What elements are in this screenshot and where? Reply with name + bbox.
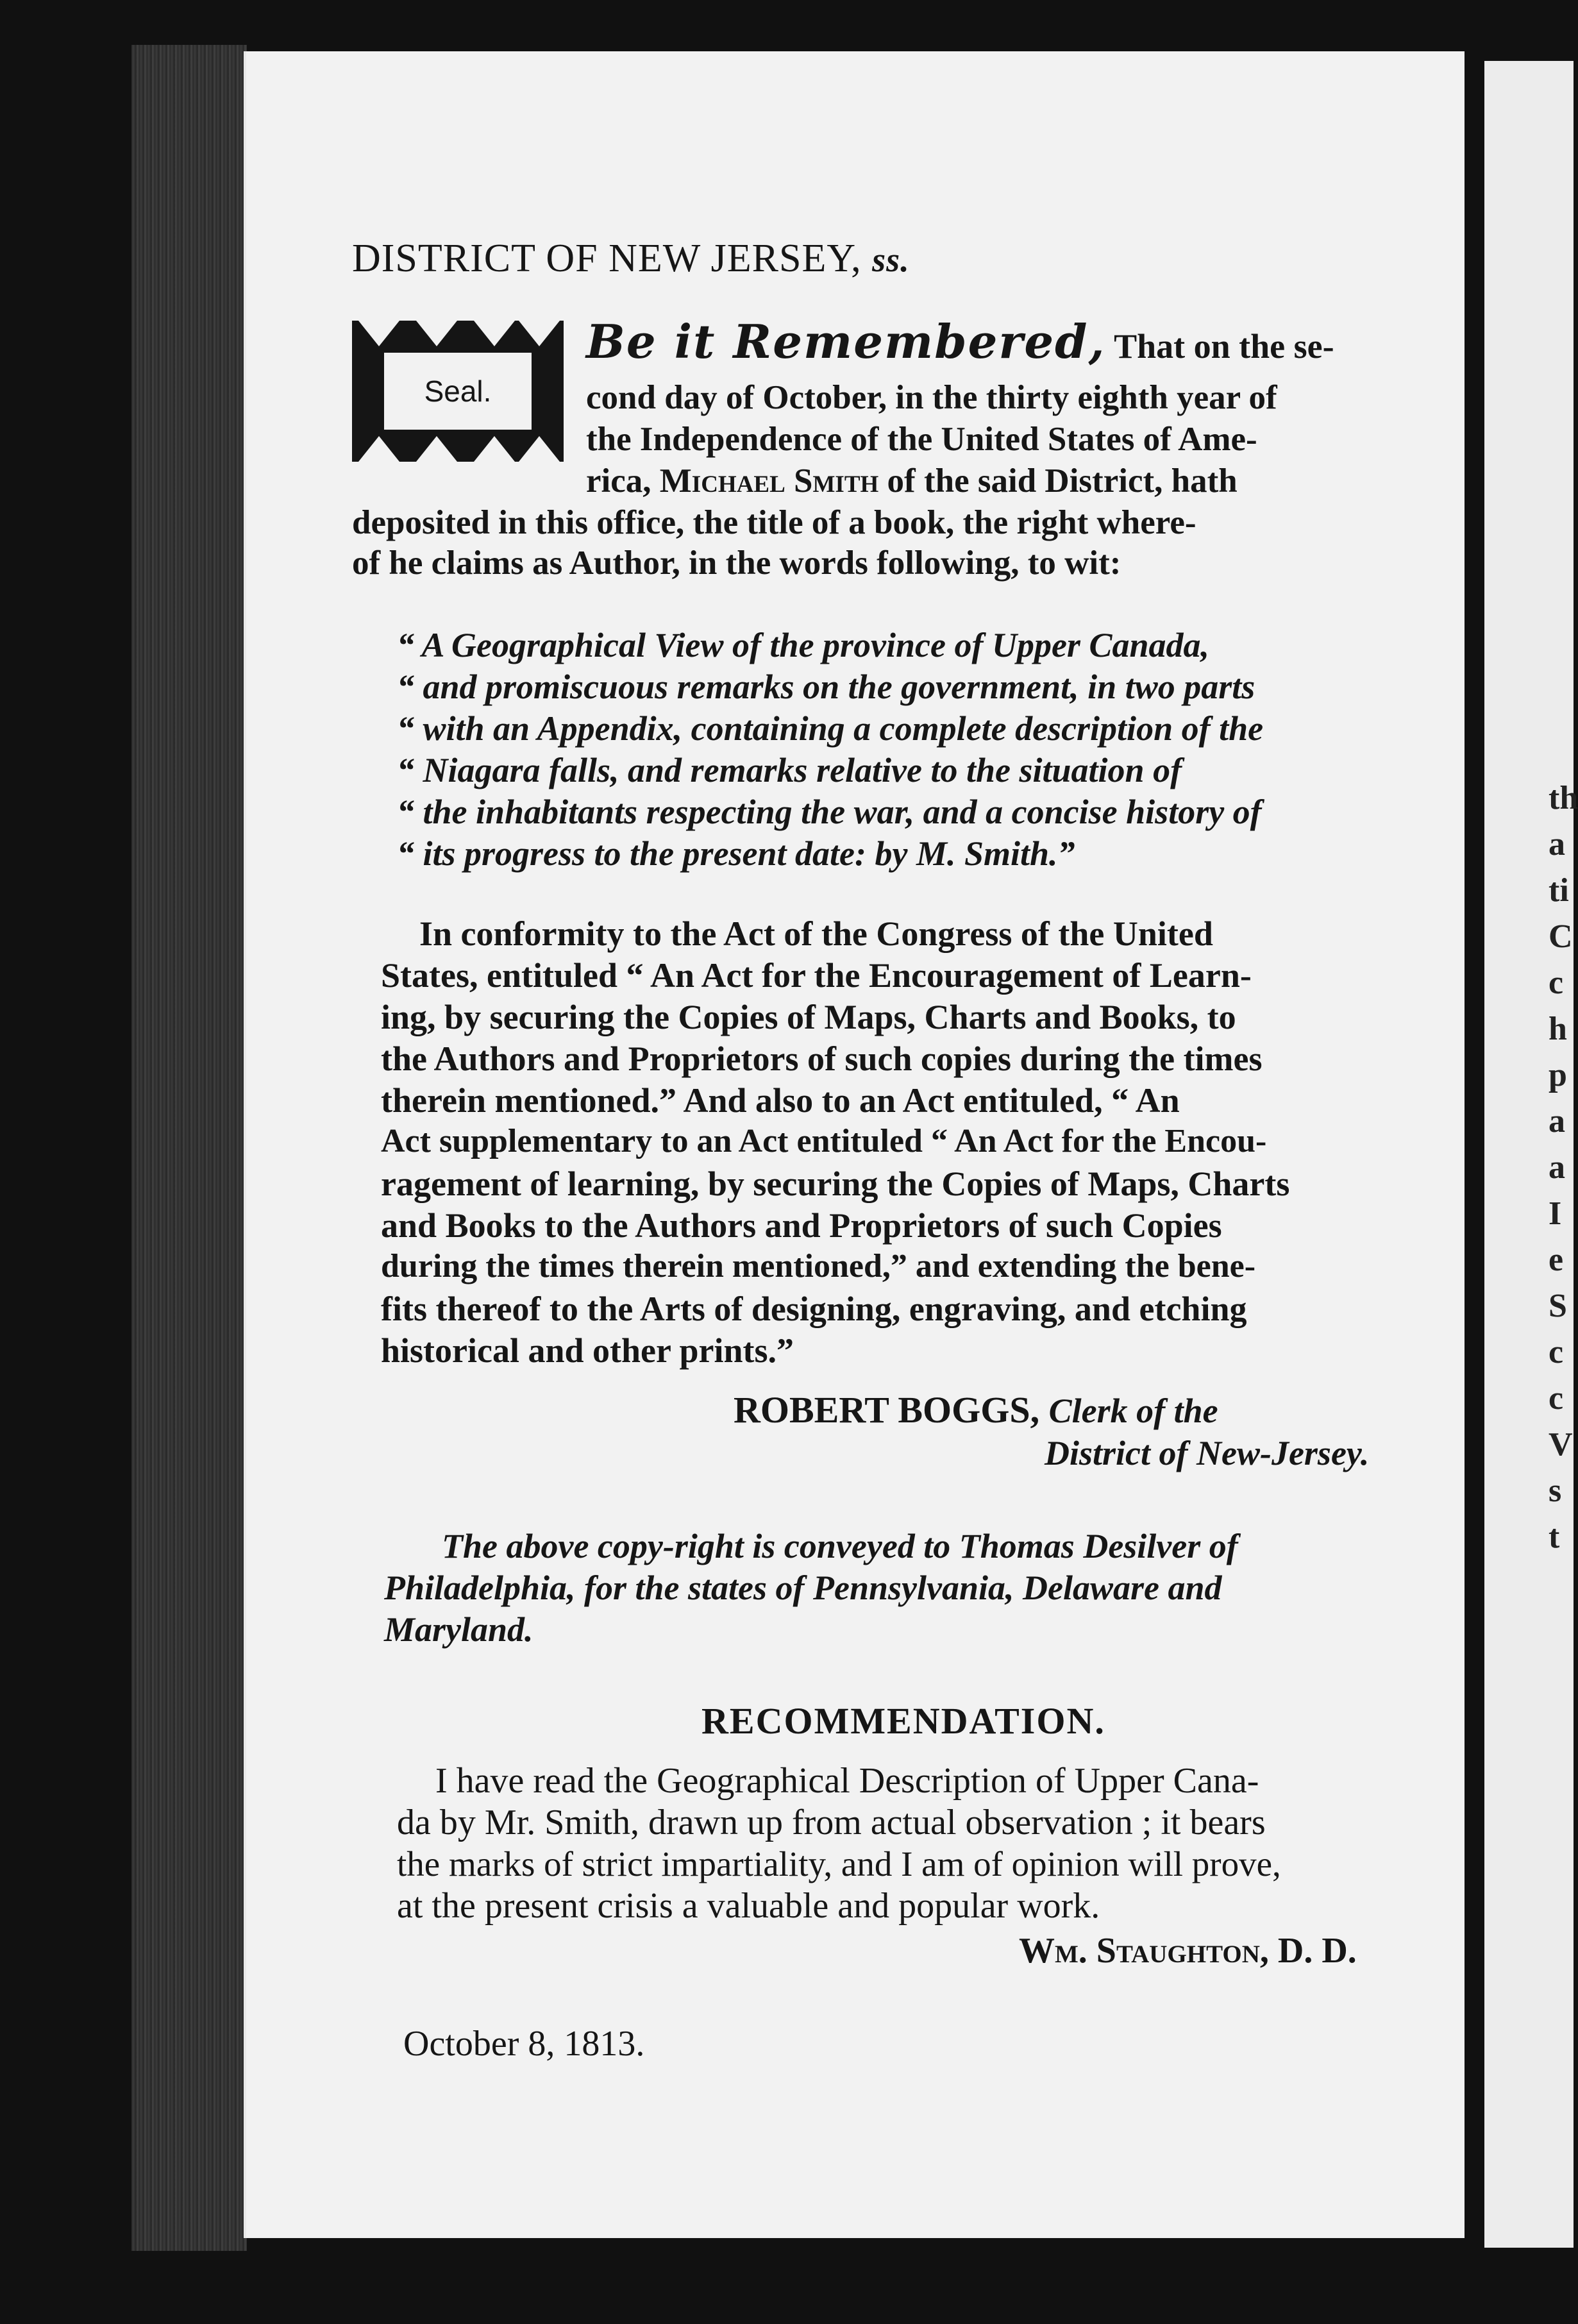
remembered-line-5: deposited in this office, the title of a book, the right where- — [352, 504, 1196, 541]
adjacent-page-fragment: c — [1549, 964, 1564, 1001]
adjacent-page-fragment: th — [1549, 780, 1578, 816]
remembered-line-2: cond day of October, in the thirty eighth year of — [586, 379, 1277, 416]
conformity-line-7: ragement of learning, by securing the Copies of Maps, Charts — [381, 1165, 1290, 1203]
recommendation-heading: RECOMMENDATION. — [701, 1700, 1105, 1742]
adjacent-page-fragment: p — [1549, 1057, 1567, 1093]
copyright-line-3: Maryland. — [384, 1610, 533, 1649]
remembered-line-3: the Independence of the United States of Ame- — [586, 421, 1257, 458]
adjacent-page-fragment: c — [1549, 1334, 1564, 1370]
copyright-line-1: The above copy-right is conveyed to Thomas Desilver of — [442, 1527, 1238, 1565]
author-name: Michael Smith — [659, 462, 879, 500]
quote-line-6: “ its progress to the present date: by M. Smith.” — [397, 834, 1075, 873]
conformity-line-5: therein mentioned.” And also to an Act entituled, “ An — [381, 1081, 1180, 1120]
conformity-line-2: States, entituled “ An Act for the Encouragement of Learn- — [381, 956, 1252, 995]
adjacent-page-fragment: I — [1549, 1195, 1562, 1232]
adjacent-page-fragment: V — [1549, 1426, 1573, 1463]
adjacent-page-fragment: a — [1549, 1149, 1565, 1186]
adjacent-page-fragment: a — [1549, 1103, 1565, 1140]
conformity-line-10: fits thereof to the Arts of designing, engraving, and etching — [381, 1290, 1247, 1328]
date-line: October 8, 1813. — [403, 2024, 645, 2064]
conformity-line-4: the Authors and Proprietors of such copies during the times — [381, 1040, 1263, 1078]
adjacent-page-fragment: C — [1549, 918, 1573, 955]
conformity-line-9: during the times therein mentioned,” and extending the bene- — [381, 1248, 1256, 1284]
recommendation-line-3: the marks of strict impartiality, and I am of opinion will prove, — [397, 1844, 1281, 1883]
conformity-line-1: In conformity to the Act of the Congress of the United — [419, 914, 1213, 953]
remembered-line-6: of he claims as Author, in the words following, to wit: — [352, 544, 1121, 582]
remembered-line-4a: rica, — [586, 462, 660, 500]
remembered-line-4b: of the said District, hath — [878, 462, 1238, 500]
clerk-title-1: Clerk of the — [1048, 1392, 1218, 1430]
adjacent-page-fragment: S — [1549, 1288, 1567, 1324]
book-page — [244, 51, 1465, 2238]
page-heading — [352, 236, 910, 282]
seal-label: Seal. — [384, 353, 532, 430]
remembered-line-4 — [586, 462, 1238, 500]
adjacent-page-fragment: h — [1549, 1011, 1567, 1047]
copyright-line-2: Philadelphia, for the states of Pennsylvania, Delaware and — [384, 1569, 1222, 1607]
clerk-name: ROBERT BOGGS, — [734, 1389, 1040, 1431]
adjacent-page-fragment: a — [1549, 826, 1565, 863]
quote-line-1: “ A Geographical View of the province of Upper Canada, — [397, 626, 1209, 664]
recommendation-signature: Wm. Staughton, D. D. — [1019, 1931, 1357, 1971]
remembered-line-1-text: That on the se- — [1114, 327, 1334, 366]
ss-abbrev: ss. — [872, 240, 910, 279]
conformity-line-11: historical and other prints.” — [381, 1331, 794, 1370]
adjacent-page-fragment: s — [1549, 1472, 1562, 1509]
conformity-line-6: Act supplementary to an Act entituled “ An Act for the Encou- — [381, 1123, 1267, 1159]
remembered-line-1 — [586, 314, 1334, 369]
adjacent-page-fragment: ti — [1549, 872, 1569, 909]
recommendation-line-1: I have read the Geographical Description of Upper Cana- — [435, 1761, 1259, 1801]
remembered-title: Be it Remembered, — [586, 314, 1106, 369]
quote-line-4: “ Niagara falls, and remarks relative to the situation of — [397, 751, 1182, 789]
adjacent-page — [1484, 61, 1578, 2248]
recommendation-line-4: at the present crisis a valuable and popular work. — [397, 1886, 1100, 1926]
adjacent-page-fragment: c — [1549, 1380, 1564, 1417]
quote-line-2: “ and promiscuous remarks on the government, in two parts — [397, 668, 1255, 706]
conformity-line-3: ing, by securing the Copies of Maps, Charts and Books, to — [381, 998, 1236, 1036]
quote-line-5: “ the inhabitants respecting the war, and a concise history of — [397, 793, 1262, 831]
adjacent-page-fragment: e — [1549, 1242, 1564, 1278]
adjacent-page-fragment: t — [1549, 1519, 1560, 1555]
conformity-line-8: and Books to the Authors and Proprietors of such Copies — [381, 1206, 1222, 1245]
recommendation-line-2: da by Mr. Smith, drawn up from actual observation ; it bears — [397, 1803, 1266, 1842]
seal-emblem — [352, 321, 564, 462]
quote-line-3: “ with an Appendix, containing a complete description of the — [397, 709, 1264, 748]
district-heading: DISTRICT OF NEW JERSEY, — [352, 237, 862, 280]
clerk-signature — [734, 1388, 1218, 1431]
clerk-title-2: District of New-Jersey. — [1045, 1434, 1370, 1472]
book-spine — [131, 45, 247, 2251]
